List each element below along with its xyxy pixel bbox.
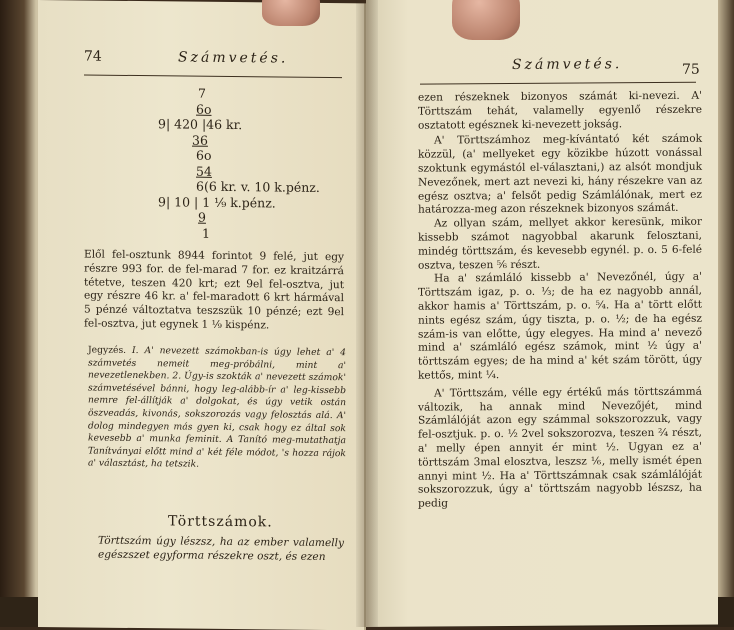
- calc-line: 6o: [196, 101, 212, 117]
- running-head: Számvetés.: [178, 49, 289, 67]
- page-number: 75: [682, 61, 700, 78]
- header-rule: [84, 74, 342, 78]
- note-text: I. A' nevezett számokban-is úgy lehet a' 4 számvetés nemeit meg-próbálni, mint a' nevezetlenekben. 2. Úgy-is szokták a' nevezett számok' számvetésével bánni, hogy leg-alább-ír a' leg-kissebb nemre fel-állítják a' dolgokat, és úgy vetik ostán öszveadás, kivonás, sokszorozás vagy felosztás alá. A' dolog mindegyen más gyen ki, csak hogy ez által sok kevesebb a' munka feminit. A Tanító meg-mutathatja Tanítványai előtt mind a' két féle módot, 's hozza rájok a' választást, ha tetszik.: [88, 344, 347, 471]
- calc-line: 1: [202, 225, 210, 241]
- calc-line: 54: [196, 163, 212, 179]
- section-text: Törttszám úgy lészsz, ha az ember valamelly egészszet egyforma részekre oszt, és ezen: [98, 534, 344, 563]
- body-text: Elől fel-osztunk 8944 forintot 9 felé, jut egy részre 993 for. de fel-marad 7 for. ez kraitzárrá tétetve, teszen 420 krt; ezt 9el fel-osztva, jut egy részre 46 kr. a' fel-maradott 6 krt hármával 5 pénzé változtatva teszszük 10 pénzé; ezt 9el fel-osztva, jut egynek 1 ¹⁄₉ kispénz.: [84, 248, 344, 332]
- header-rule: [420, 82, 696, 85]
- division-calculation: [158, 85, 320, 242]
- calc-line: 7: [198, 85, 206, 101]
- book-gutter: [356, 0, 378, 627]
- calc-line: 6(6 kr. v. 10 k.pénz.: [196, 178, 320, 195]
- paragraph-2: Az ollyan szám, mellyet akkor keresünk, mikor kissebb számot nagyobbal akarunk felosztani, mindég törttszám, és kevesebb egynél. p. o. 5 6-felé osztva, teszen ⁵⁄₆ részt.: [418, 215, 702, 272]
- section-title: Törttszámok.: [168, 513, 273, 531]
- right-text-block: [418, 90, 702, 512]
- calc-line: 6o: [196, 147, 212, 163]
- book-cover-right: [716, 0, 734, 627]
- page-number: 74: [84, 48, 102, 65]
- note-paragraph: [88, 345, 346, 474]
- calc-line: 9| 420 |46 kr.: [158, 116, 243, 133]
- calc-line: 9: [198, 209, 206, 225]
- note-label: Jegyzés.: [88, 344, 127, 356]
- finger-right: [452, 0, 520, 40]
- section-intro: [98, 535, 344, 565]
- left-page: [38, 0, 366, 630]
- right-page: [366, 0, 718, 627]
- paragraph-3: Ha a' számláló kissebb a' Nevezőnél, úgy a' Törttszám igaz, p. o. ⅓; de ha ez nagyobb annál, akkor hamis a' Törttszám, p. o. ⁵⁄₄. Ha a' törtt előtt nints egész szám, úgy tiszta, p. o. ½; de ha egész szám-is van előtte, úgy elegyes. Ha mind a' nevező mind a' számláló egész számok, mint ¹⁄₂ úgy a' törttszám egyes; de ha mind a' két szám törött, úgy kettős, mint ¼.: [418, 271, 702, 382]
- finger-left: [262, 0, 320, 26]
- left-body-paragraph: [84, 248, 344, 334]
- calc-line: 9| 10 | 1 ¹⁄₉ k.pénz.: [158, 193, 276, 210]
- calc-line: 36: [192, 132, 208, 148]
- paragraph-1: A' Törttszámhoz meg-kívántató két számok közzül, (a' mellyeket egy közikbe húzott vonással szoktunk egymástól el-választani,) az alsót mondjuk Nevezőnek, mert azt nevezi ki, hány részekre van az egész osztva; a' felsőt pedig Számlálónak, mert ez határozza-meg azon részeknek bizonyos számát.: [418, 133, 702, 217]
- running-head: Számvetés.: [512, 56, 623, 73]
- paragraph-4: A' Törttszám, vélle egy értékű más törttszámmá változik, ha annak mind Nevezőjét, mind Számlálóját azon egy számmal sokszorozzuk, vagy fel-osztjuk. p. o. ½ 2vel sokszorozva, teszen ²⁄₄ részt, a' melly épen annyit ér mint ½. Ugyan ez a' törttszám 3mal elosztva, leszsz ⅙, melly ismét épen annyi mint ½. Ha a' Törttszámnak csak számlálóját sokszorozzuk, úgy a' törttszám nagyobb lészsz, ha pedig: [418, 385, 702, 510]
- intro-text: ezen részeknek bizonyos számát ki-nevezi. A' Törttszám tehát, valamelly egyenlő részekre osztatott egésznek ki-nevezett jokság.: [418, 89, 702, 132]
- book-cover-left: [0, 0, 40, 627]
